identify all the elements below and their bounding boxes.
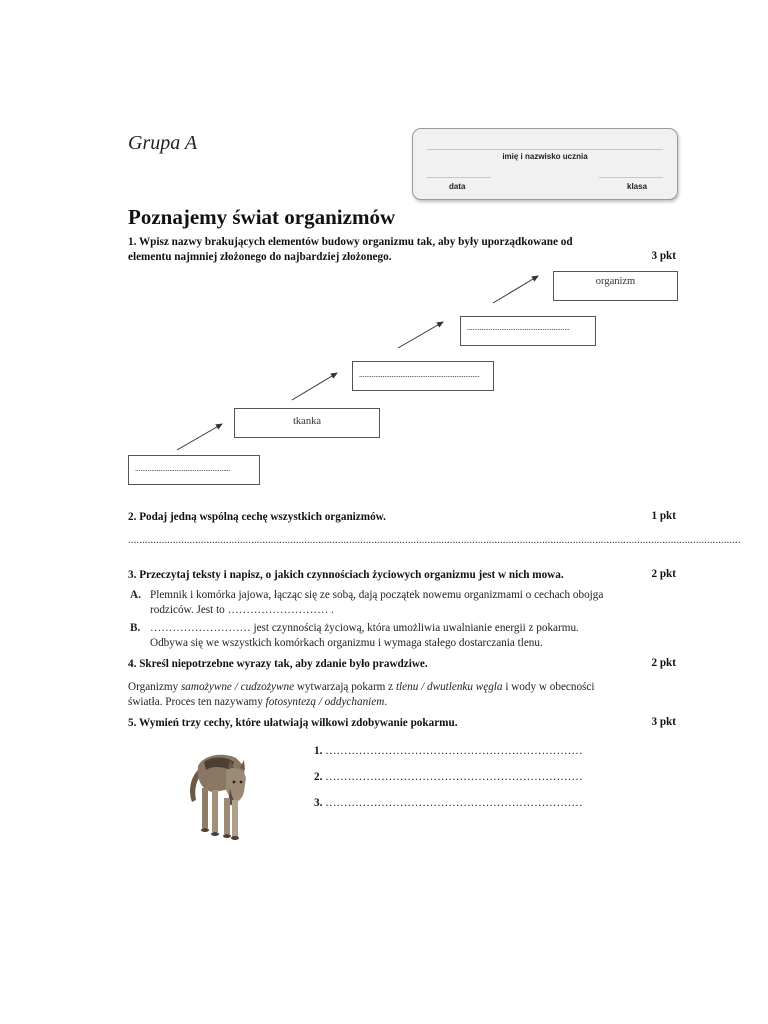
q1-text-line2: elementu najmniej złożonego do najbardziej złożonego. xyxy=(128,251,392,263)
arrow-3-icon xyxy=(398,322,443,348)
q3-points: 2 pkt xyxy=(651,568,676,580)
q3-b-line1: ……………………… jest czynnością życiową, która umożliwia uwalnianie energii z pokarmu. xyxy=(150,622,579,634)
student-name-label: imię i nazwisko ucznia xyxy=(502,152,588,161)
step-box-2: tkanka xyxy=(234,408,380,438)
q5-text: 5. Wymień trzy cechy, które ułatwiają wilkowi zdobywanie pokarmu. xyxy=(128,717,458,729)
page-title: Poznajemy świat organizmów xyxy=(128,205,396,229)
q4-points: 2 pkt xyxy=(651,657,676,669)
q3-b-line2: Odbywa się we wszystkich komórkach organizmu i wymaga stałego dostarczania tlenu. xyxy=(150,637,543,649)
q4-part4: światła. Proces ten nazywamy xyxy=(128,696,266,708)
q5-answer-1-blank: …………………………………………………………… xyxy=(325,745,583,757)
q5-points: 3 pkt xyxy=(651,716,676,728)
q4-sentence-line1 xyxy=(128,680,595,695)
q5-answer-3-blank: …………………………………………………………… xyxy=(325,797,583,809)
q4-part1: Organizmy xyxy=(128,681,181,693)
wolf-image xyxy=(184,748,254,840)
q5-answer-2-blank: …………………………………………………………… xyxy=(325,771,583,783)
step-5-label: organizm xyxy=(595,276,636,287)
date-label: data xyxy=(449,182,466,191)
q4-part5: . xyxy=(384,696,388,708)
q2-answer-line[interactable]: ........................................................................................................................................................................................................................... xyxy=(128,534,741,546)
q1-points: 3 pkt xyxy=(651,250,676,262)
q4-sentence-line2 xyxy=(128,695,387,710)
q4-part3: i wody w obecności xyxy=(502,681,595,693)
q5-answer-2-number: 2. xyxy=(314,771,323,783)
q5-answer-1[interactable] xyxy=(314,745,634,757)
q3-a-line1: Plemnik i komórka jajowa, łącząc się ze sobą, dają początek nowemu organizmami o cechach obojga xyxy=(150,589,604,601)
group-title: Grupa A xyxy=(128,132,198,154)
q5-answer-2[interactable] xyxy=(314,771,634,783)
step-3-blank: ................................................................... xyxy=(359,370,480,379)
q4-text: 4. Skreśl niepotrzebne wyrazy tak, aby zdanie było prawdziwe. xyxy=(128,658,428,670)
q4-part2: wytwarzają pokarm z xyxy=(294,681,396,693)
step-4-blank: ......................................................... xyxy=(467,323,570,332)
q4-option-feeding[interactable]: samożywne / cudzożywne xyxy=(180,681,295,693)
q3-a-line2: rodziców. Jest to ……………………… . xyxy=(150,604,334,616)
q4-option-gas[interactable]: tlenu / dwutlenku węgla xyxy=(395,681,503,693)
q5-answer-3-number: 3. xyxy=(314,797,323,809)
class-label: klasa xyxy=(627,182,648,191)
q3-b-letter: B. xyxy=(130,622,141,634)
q2-text: 2. Podaj jedną wspólną cechę wszystkich organizmów. xyxy=(128,511,386,523)
q3-text: 3. Przeczytaj teksty i napisz, o jakich czynnościach życiowych organizmu jest w nich mowa. xyxy=(128,569,564,581)
arrow-2-icon xyxy=(292,373,337,400)
arrow-1-icon xyxy=(177,424,222,450)
q4-option-process[interactable]: fotosyntezą / oddychaniem xyxy=(265,696,385,708)
q2-points: 1 pkt xyxy=(651,510,676,522)
q1-text-line1: 1. Wpisz nazwy brakujących elementów budowy organizmu tak, aby były uporządkowane od xyxy=(128,236,573,248)
q5-answer-1-number: 1. xyxy=(314,745,323,757)
step-1-blank: ..................................................... xyxy=(135,464,231,473)
q3-a-letter: A. xyxy=(130,589,141,601)
arrow-4-icon xyxy=(493,276,538,303)
q5-answer-3[interactable] xyxy=(314,797,634,809)
